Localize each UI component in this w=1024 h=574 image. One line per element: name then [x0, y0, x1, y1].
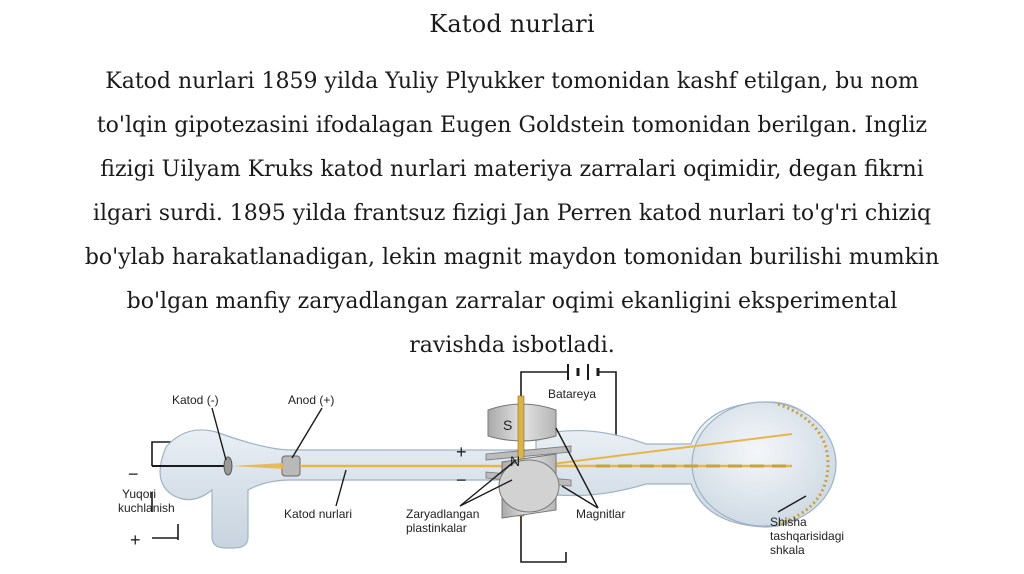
paragraph-line: bo'ylab harakatlanadigan, lekin magnit maydon tomonidan burilishi mumkin — [84, 245, 940, 270]
tube-bulb — [692, 402, 836, 526]
battery-icon — [568, 364, 598, 380]
anode-wire — [152, 524, 178, 540]
paragraph-line: ilgari surdi. 1895 yilda frantsuz fizigi Jan Perren katod nurlari to'g'ri chiziq — [92, 201, 932, 226]
paragraph-line: Katod nurlari 1859 yilda Yuliy Plyukker tomonidan kashf etilgan, bu nom — [105, 69, 919, 94]
label-shisha-1: Shisha — [770, 515, 807, 529]
label-magnitlar: Magnitlar — [576, 507, 626, 521]
symbol-plus-plate: + — [456, 442, 467, 462]
magnet-n-face — [499, 460, 559, 512]
label-zaryad-1: Zaryadlangan — [406, 507, 480, 521]
label-shisha-3: shkala — [770, 543, 805, 557]
slide-paragraph — [70, 60, 954, 368]
label-zaryad-2: plastinkalar — [406, 521, 467, 535]
label-anod: Anod (+) — [288, 393, 335, 407]
paragraph-line: to'lqin gipotezasini ifodalagan Eugen Goldstein tomonidan berilgan. Ingliz — [96, 113, 928, 138]
paragraph-line: ravishda isbotladi. — [409, 333, 615, 358]
symbol-plus-left: + — [130, 530, 141, 550]
cathode-ray-tube-diagram — [116, 362, 896, 572]
paragraph-line: fizigi Uilyam Kruks katod nurlari materiya zarralari oqimidir, degan fikrni — [100, 157, 924, 182]
label-batareya: Batareya — [548, 387, 597, 401]
label-shisha-2: tashqarisidagi — [770, 529, 845, 543]
paragraph-line: bo'lgan manfiy zaryadlangan zarralar oqimi ekanligini eksperimental — [126, 289, 898, 314]
label-yuqori-2: kuchlanish — [118, 501, 175, 515]
anode-cylinder — [282, 456, 300, 476]
slide-title: Katod nurlari — [429, 10, 595, 38]
label-katod-nurlari: Katod nurlari — [284, 507, 353, 521]
label-magnet-s: S — [503, 417, 513, 433]
symbol-minus-left: − — [128, 464, 139, 484]
label-yuqori-1: Yuqori — [122, 487, 157, 501]
label-katod: Katod (-) — [172, 393, 219, 407]
symbol-minus-plate: − — [456, 470, 467, 490]
label-magnet-n: N — [510, 453, 521, 469]
